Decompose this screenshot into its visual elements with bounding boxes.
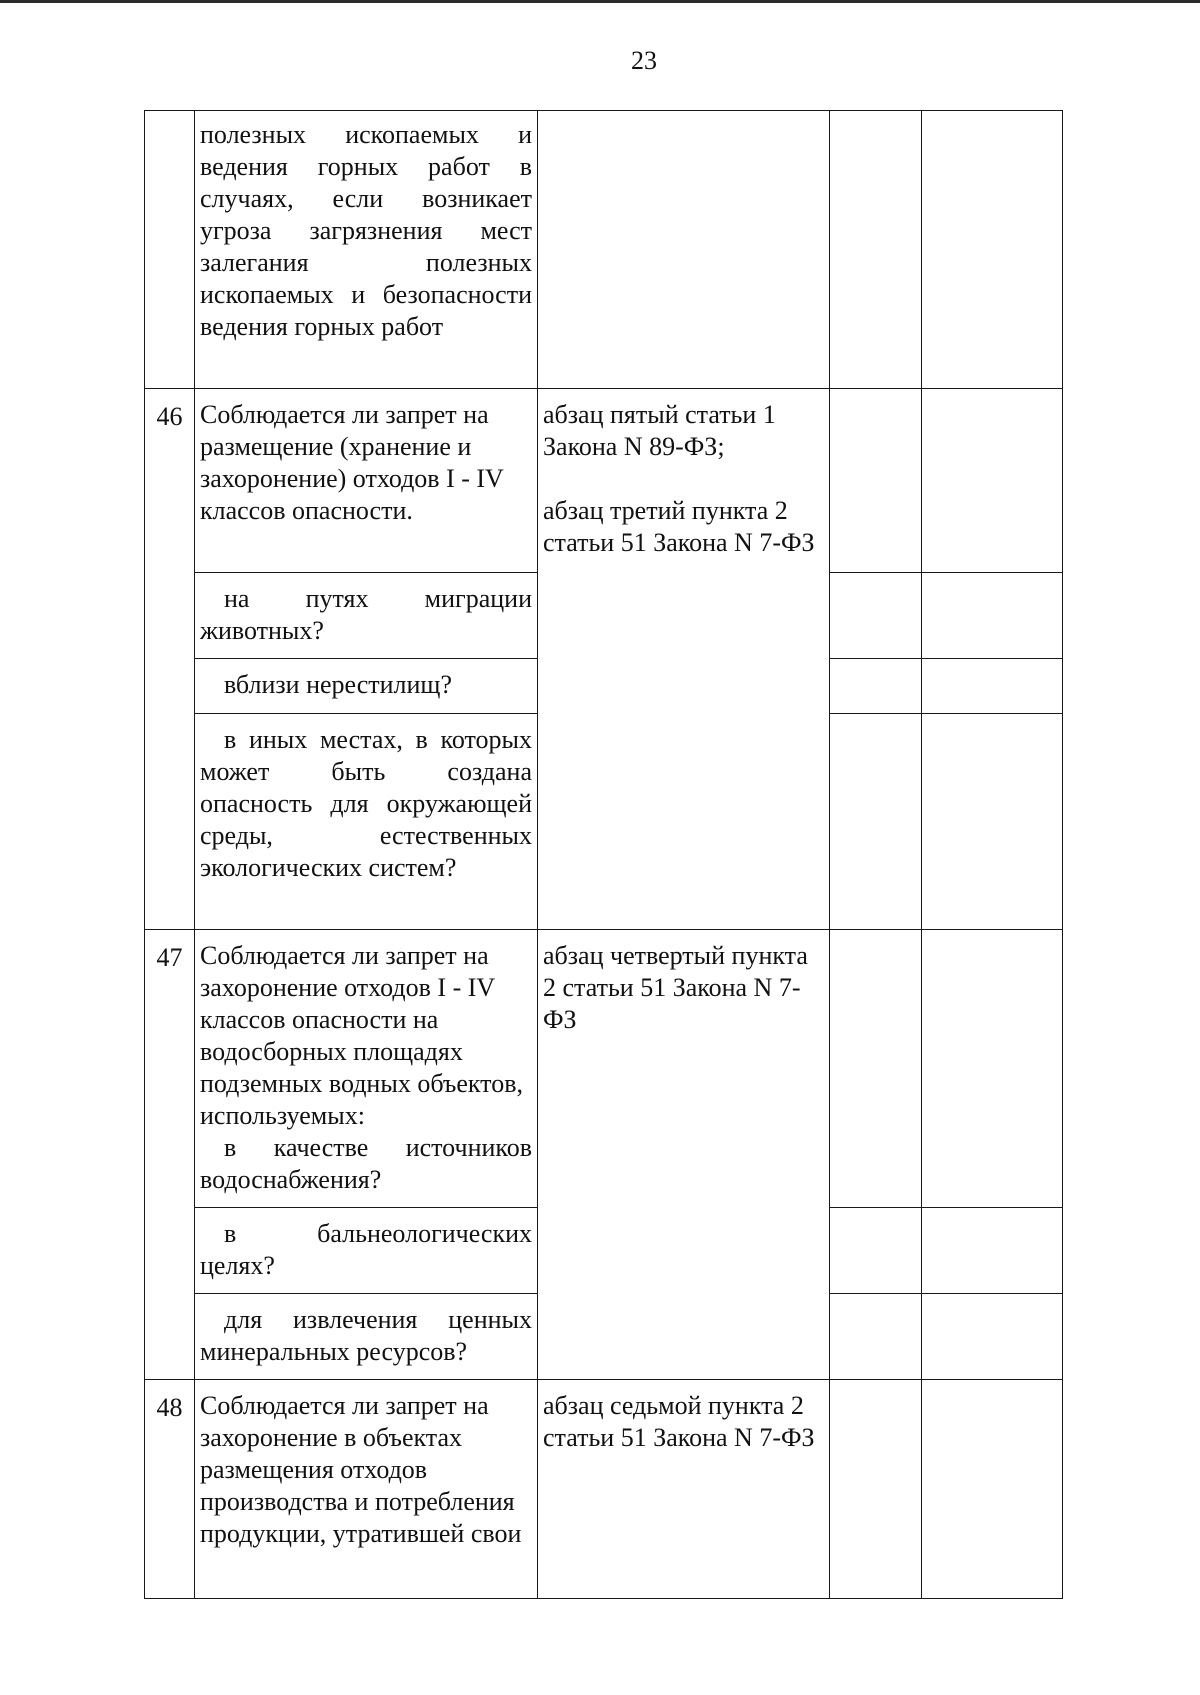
row-number: 47	[156, 943, 183, 972]
question-text: в бальнеологических целях?	[200, 1219, 532, 1280]
question-cell	[195, 1380, 538, 1599]
question-cell	[195, 1294, 538, 1380]
row-number-cell	[145, 1380, 195, 1599]
answer-cell	[830, 1380, 922, 1599]
page-number: 23	[631, 46, 657, 75]
answer-cell	[830, 573, 922, 659]
answer-cell	[830, 659, 922, 714]
row-number: 48	[156, 1393, 183, 1422]
note-cell	[922, 1294, 1063, 1380]
question-cell	[195, 573, 538, 659]
table-row	[145, 1380, 1063, 1599]
question-cell	[195, 930, 538, 1208]
answer-cell	[830, 111, 922, 389]
question-text: для извлечения ценных минеральных ресурсов?	[200, 1305, 532, 1366]
note-cell	[922, 930, 1063, 1208]
question-cell	[195, 714, 538, 930]
note-cell	[922, 714, 1063, 930]
question-text: Соблюдается ли запрет на захоронение отходов I - IV классов опасности на водосборных площадях подземных водных объектов, используемых:	[200, 941, 523, 1130]
row-number: 46	[156, 402, 183, 431]
note-cell	[922, 573, 1063, 659]
note-cell	[922, 111, 1063, 389]
answer-cell	[830, 1294, 922, 1380]
question-text: в качестве источников водоснабжения?	[200, 1133, 532, 1194]
scan-top-edge	[0, 0, 1200, 3]
question-cell	[195, 111, 538, 389]
table-row	[145, 389, 1063, 573]
table-row	[145, 930, 1063, 1208]
answer-cell	[830, 389, 922, 573]
table-row	[145, 111, 1063, 389]
row-number-cell	[145, 389, 195, 930]
checklist-table	[144, 110, 1063, 1599]
note-cell	[922, 1380, 1063, 1599]
answer-cell	[830, 1208, 922, 1294]
note-cell	[922, 389, 1063, 573]
reference-cell	[538, 111, 830, 389]
row-number-cell	[145, 930, 195, 1380]
reference-cell	[538, 930, 830, 1380]
answer-cell	[830, 714, 922, 930]
reference-cell	[538, 1380, 830, 1599]
question-text: полезных ископаемых и ведения горных работ в случаях, если возникает угроза загрязнения мест залегания полезных ископаемых и безопасности ведения горных работ	[200, 120, 532, 341]
answer-cell	[830, 930, 922, 1208]
row-number-cell	[145, 111, 195, 389]
question-text: Соблюдается ли запрет на захоронение в объектах размещения отходов производства и потребления продукции, утратившей свои	[200, 1391, 522, 1548]
question-text: в иных местах, в которых может быть создана опасность для окружающей среды, естественных экологических систем?	[200, 725, 532, 882]
reference-text: абзац четвертый пункта 2 статьи 51 Закона N 7-ФЗ	[543, 941, 808, 1034]
question-text: вблизи нерестилищ?	[224, 670, 452, 699]
note-cell	[922, 1208, 1063, 1294]
question-cell	[195, 389, 538, 573]
question-text: Соблюдается ли запрет на размещение (хранение и захоронение) отходов I - IV классов опасности.	[200, 400, 504, 525]
reference-cell	[538, 389, 830, 930]
reference-text: абзац пятый статьи 1 Закона N 89-ФЗ;	[543, 400, 776, 461]
reference-text: абзац седьмой пункта 2 статьи 51 Закона N 7-ФЗ	[543, 1391, 815, 1452]
reference-text: абзац третий пункта 2 статьи 51 Закона N 7-ФЗ	[543, 496, 815, 557]
question-cell	[195, 659, 538, 714]
question-text: на путях миграции животных?	[200, 584, 532, 645]
note-cell	[922, 659, 1063, 714]
question-cell	[195, 1208, 538, 1294]
